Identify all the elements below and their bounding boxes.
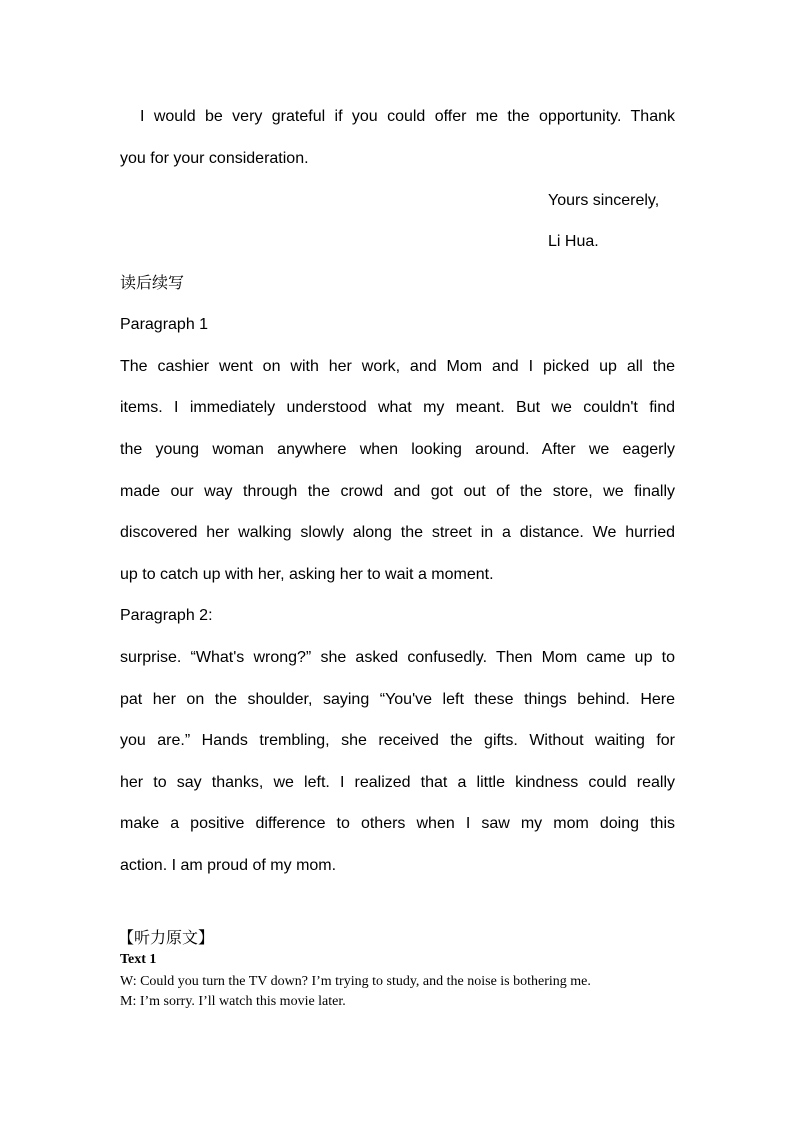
dialogue-line: M: I’m sorry. I’ll watch this movie later. [120,994,346,1009]
text-1-heading: Text 1 [120,952,157,967]
paragraph-2-line: surprise. “What's wrong?” she asked confusedly. Then Mom came up to [120,649,675,666]
paragraph-1-line: made our way through the crowd and got out of the store, we finally [120,483,675,500]
letter-signature: Li Hua. [548,233,599,250]
paragraph-1-line: items. I immediately understood what my meant. But we couldn't find [120,399,675,416]
paragraph-2-line: make a positive difference to others when I saw my mom doing this [120,815,675,832]
paragraph-1-line: the young woman anywhere when looking around. After we eagerly [120,441,675,458]
paragraph-2-line: action. I am proud of my mom. [120,857,337,874]
paragraph-2-line: her to say thanks, we left. I realized that a little kindness could really [120,774,675,791]
section-title-continuation: 读后续写 [120,275,185,292]
letter-closing-line-1: I would be very grateful if you could offer me the opportunity. Thank [140,108,675,125]
paragraph-1-line: up to catch up with her, asking her to wait a moment. [120,566,494,583]
paragraph-1-heading: Paragraph 1 [120,316,209,333]
letter-closing-line-2: you for your consideration. [120,150,309,167]
dialogue-line: W: Could you turn the TV down? I’m trying to study, and the noise is bothering me. [120,974,591,989]
letter-sign-off: Yours sincerely, [548,192,660,209]
paragraph-2-heading: Paragraph 2: [120,607,213,624]
section-title-listening: 【听力原文】 [118,930,215,947]
paragraph-2-line: pat her on the shoulder, saying “You've left these things behind. Here [120,691,675,708]
paragraph-1-line: The cashier went on with her work, and Mom and I picked up all the [120,358,675,375]
paragraph-2-line: you are.” Hands trembling, she received the gifts. Without waiting for [120,732,675,749]
paragraph-1-line: discovered her walking slowly along the street in a distance. We hurried [120,524,675,541]
